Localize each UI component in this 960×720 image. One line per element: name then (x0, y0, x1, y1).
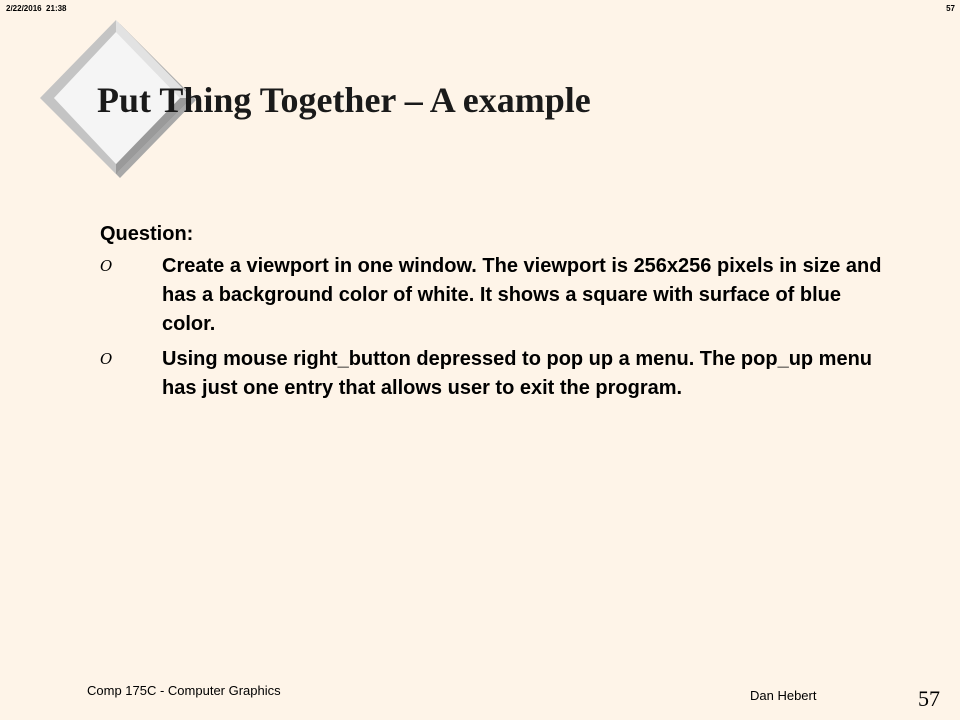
print-header-page: 57 (946, 4, 955, 13)
slide-body (100, 220, 890, 409)
question-label: Question: (100, 223, 194, 245)
bullet-text: Create a viewport in one window. The viewport is 256x256 pixels in size and has a background color of white. It shows a square with surface of blue color. (162, 255, 882, 335)
bullet-marker: O (100, 257, 113, 275)
bullet-text: Using mouse right_button depressed to pop up a menu. The pop_up menu has just one entry that allows user to exit the program. (162, 348, 873, 399)
bullet-item (100, 345, 890, 403)
bullet-item (100, 252, 890, 339)
print-date: 2/22/2016 (6, 4, 42, 13)
footer-author: Dan Hebert (750, 688, 817, 703)
footer-course: Comp 175C - Computer Graphics (87, 683, 281, 698)
slide-title: Put Thing Together – A example (97, 80, 591, 120)
bullet-marker: O (100, 350, 113, 368)
print-time: 21:38 (46, 4, 67, 13)
footer-page-number: 57 (918, 686, 940, 711)
